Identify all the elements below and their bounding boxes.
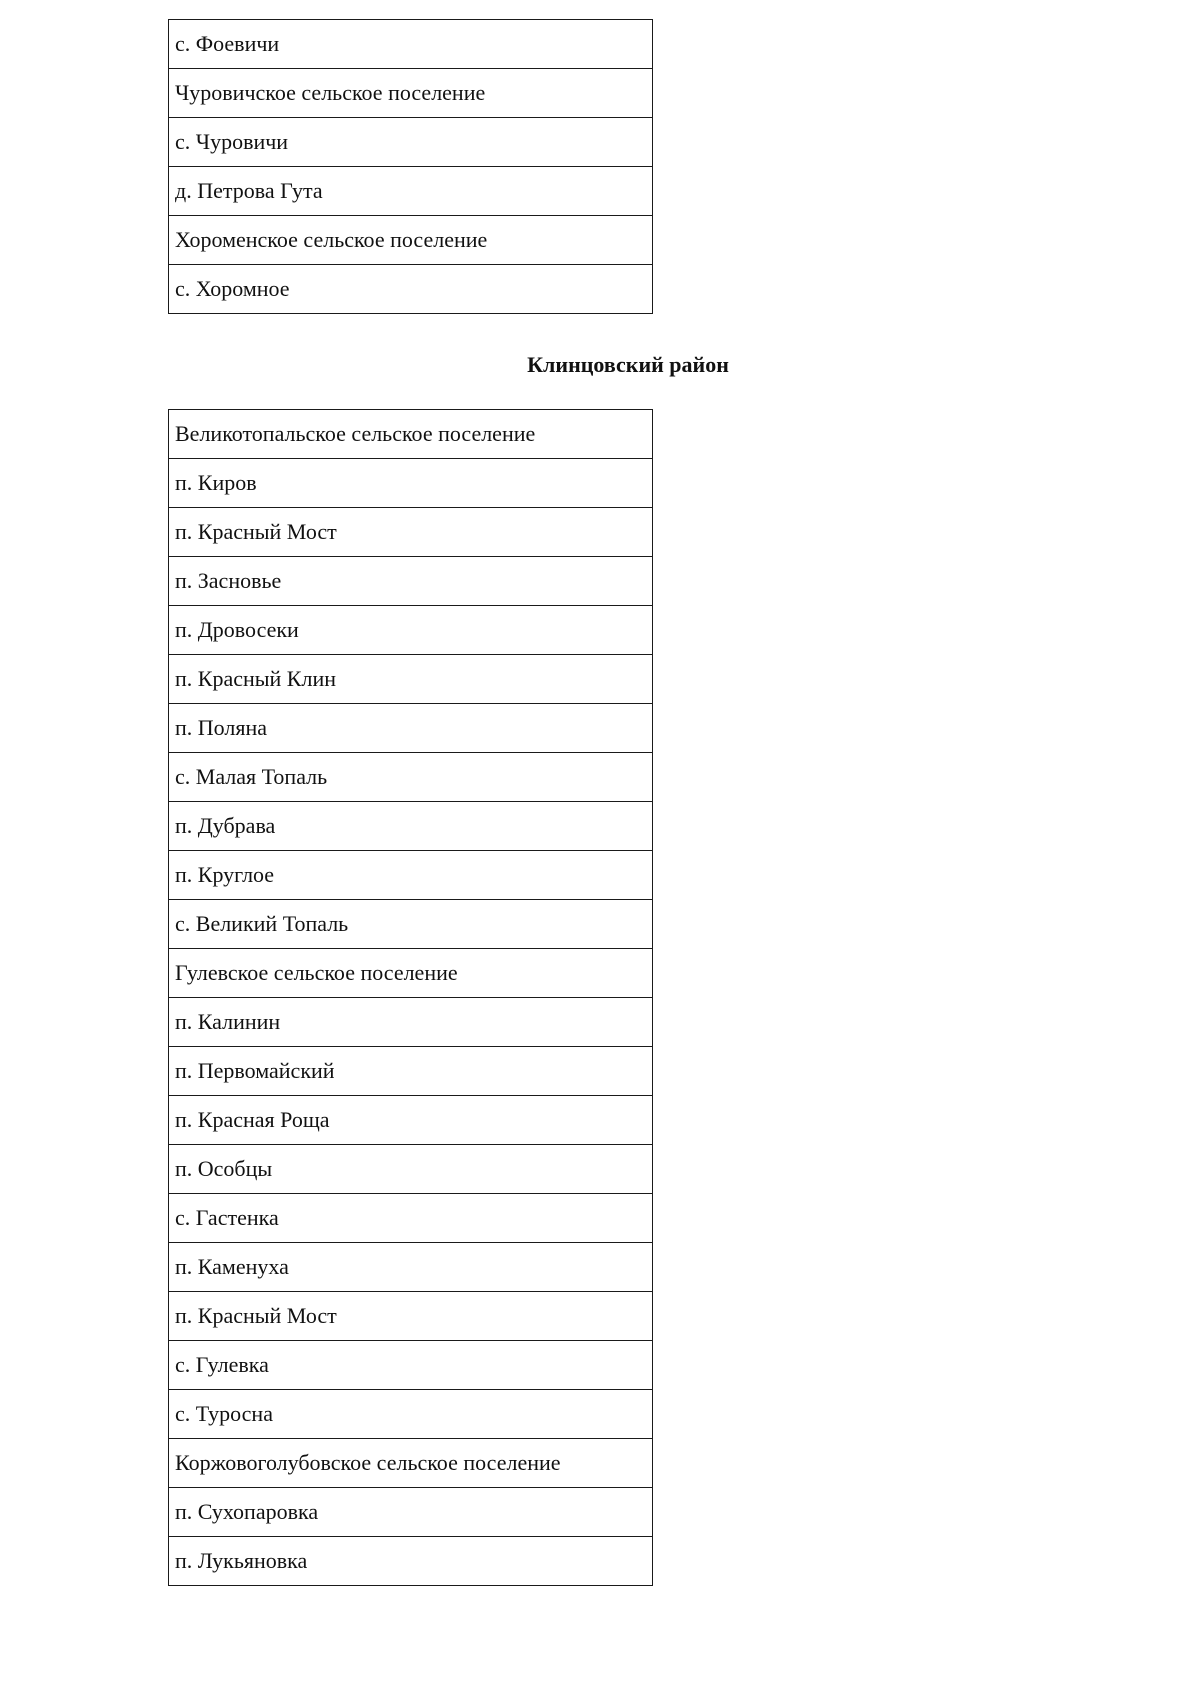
table-row — [169, 655, 653, 704]
section-heading: Клинцовский район — [527, 352, 729, 377]
table-row — [169, 606, 653, 655]
table-cell: п. Красный Мост — [169, 1292, 653, 1341]
table-cell: п. Калинин — [169, 998, 653, 1047]
table-row — [169, 459, 653, 508]
table-cell: д. Петрова Гута — [169, 167, 653, 216]
table-cell: с. Чуровичи — [169, 118, 653, 167]
table-cell: п. Красная Роща — [169, 1096, 653, 1145]
table-row — [169, 118, 653, 167]
table-row — [169, 508, 653, 557]
table-row — [169, 265, 653, 314]
table-row — [169, 1488, 653, 1537]
table-cell: п. Круглое — [169, 851, 653, 900]
table-cell: с. Гастенка — [169, 1194, 653, 1243]
table-row — [169, 998, 653, 1047]
table-cell: п. Дровосеки — [169, 606, 653, 655]
table-cell: с. Малая Топаль — [169, 753, 653, 802]
settlements-table — [168, 409, 653, 1586]
table-row — [169, 802, 653, 851]
table-row — [169, 1194, 653, 1243]
table-row — [169, 167, 653, 216]
table-row — [169, 216, 653, 265]
table-cell: п. Засновье — [169, 557, 653, 606]
table-cell: п. Поляна — [169, 704, 653, 753]
table-cell: Коржовоголубовское сельское поселение — [169, 1439, 653, 1488]
table-row — [169, 1390, 653, 1439]
table-row — [169, 410, 653, 459]
table-row — [169, 1439, 653, 1488]
table-cell: п. Красный Мост — [169, 508, 653, 557]
table-row — [169, 753, 653, 802]
table-row — [169, 1243, 653, 1292]
table-cell: Гулевское сельское поселение — [169, 949, 653, 998]
table-row — [169, 704, 653, 753]
table-cell: п. Первомайский — [169, 1047, 653, 1096]
table-row — [169, 1096, 653, 1145]
table-cell: п. Лукьяновка — [169, 1537, 653, 1586]
table-row — [169, 69, 653, 118]
table-cell: с. Хоромное — [169, 265, 653, 314]
table-row — [169, 1047, 653, 1096]
settlements-table-continued — [168, 19, 653, 314]
table-cell: с. Гулевка — [169, 1341, 653, 1390]
table-cell: п. Сухопаровка — [169, 1488, 653, 1537]
table-row — [169, 1292, 653, 1341]
table-row — [169, 900, 653, 949]
table-cell: п. Киров — [169, 459, 653, 508]
table-cell: с. Фоевичи — [169, 20, 653, 69]
table-cell: п. Дубрава — [169, 802, 653, 851]
table-cell: с. Туросна — [169, 1390, 653, 1439]
table-cell: Чуровичское сельское поселение — [169, 69, 653, 118]
table-cell: п. Особцы — [169, 1145, 653, 1194]
table-row — [169, 557, 653, 606]
table-row — [169, 1145, 653, 1194]
table-cell: п. Каменуха — [169, 1243, 653, 1292]
table-cell: п. Красный Клин — [169, 655, 653, 704]
table-cell: с. Великий Топаль — [169, 900, 653, 949]
table-row — [169, 1341, 653, 1390]
table-row — [169, 20, 653, 69]
table-cell: Хороменское сельское поселение — [169, 216, 653, 265]
table-row — [169, 949, 653, 998]
table-cell: Великотопальское сельское поселение — [169, 410, 653, 459]
table-row — [169, 851, 653, 900]
table-row — [169, 1537, 653, 1586]
